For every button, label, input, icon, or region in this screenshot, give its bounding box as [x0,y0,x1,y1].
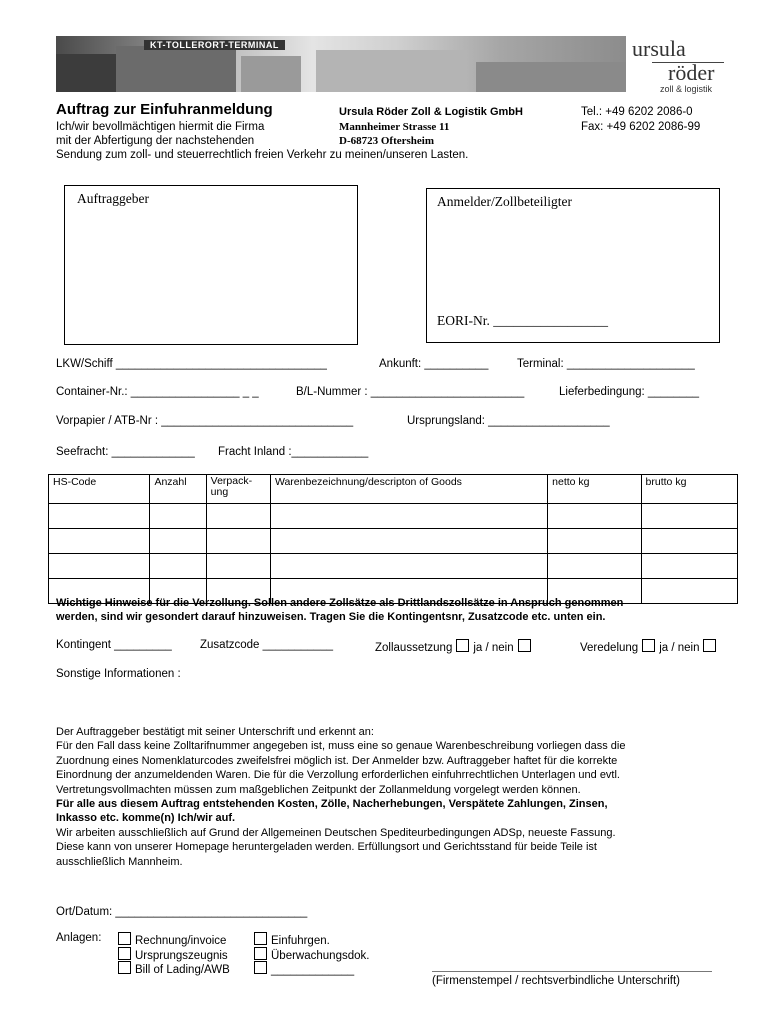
col-netto: netto kg [548,475,641,504]
cell[interactable] [49,504,150,529]
einfuhrgen-label: Einfuhrgen. [271,935,330,947]
rechnung-checkbox[interactable] [118,932,131,945]
veredelung-ja-nein: ja / nein [659,642,700,654]
einfuhrgen-checkbox[interactable] [254,932,267,945]
container-field[interactable]: Container-Nr.: _________________ _ _ [56,386,259,398]
col-warenbezeichnung: Warenbezeichnung/descripton of Goods [270,475,547,504]
auftraggeber-box[interactable] [64,185,358,345]
terms-paragraph [56,725,625,869]
anlage-ursprungszeugnis [114,947,228,962]
veredelung-group [580,639,720,654]
anlage-einfuhr [250,932,330,947]
cell[interactable] [641,529,737,554]
cell[interactable] [49,529,150,554]
col-verpackung: Verpack- ung [206,475,270,504]
signature-label: (Firmenstempel / rechtsverbindliche Unterschrift) [432,975,680,987]
terms-line: Vertretungsvollmachten müssen zum maßgeblichen Zeitpunkt der Zollanmeldung vorgelegt werden können. [56,783,581,796]
zollaussetzung-checkbox-ja[interactable] [456,639,469,652]
terms-line: Einordnung der anzumeldenden Waren. Die für die Verzollung erforderlichen einfuhrrechtlichen Unterlagen und evtl. [56,769,620,782]
goods-table [48,474,738,604]
col-brutto: brutto kg [641,475,737,504]
logo-line1: ursula [632,36,686,61]
cell[interactable] [150,504,206,529]
auftraggeber-label: Auftraggeber [77,191,149,206]
cell[interactable] [548,529,641,554]
cell[interactable] [641,579,737,604]
bl-field[interactable]: B/L-Nummer : ________________________ [296,386,525,398]
anlage-bill [114,961,230,976]
zollaussetzung-ja-nein: ja / nein [473,642,514,654]
intro-line3: Sendung zum zoll- und steuerrechtlich freien Verkehr zu meinen/unseren Lasten. [56,149,469,161]
table-header-row [49,475,738,504]
cell[interactable] [270,554,547,579]
cell[interactable] [548,504,641,529]
lkw-field[interactable]: LKW/Schiff _________________________________ [56,358,327,370]
cell[interactable] [206,529,270,554]
logo-line3: zoll & logistik [660,84,713,94]
veredelung-checkbox-ja[interactable] [642,639,655,652]
terms-line: Wir arbeiten ausschließlich auf Grund der Allgemeinen Deutschen Spediteurbedingungen ADSp, neueste Fassung. [56,826,616,839]
cell[interactable] [206,554,270,579]
anlage-other [250,961,354,976]
lieferbedingung-field[interactable]: Lieferbedingung: ________ [559,386,700,398]
intro-line2: mit der Abfertigung der nachstehenden [56,135,255,147]
col-hs-code: HS-Code [49,475,150,504]
company-city: D-68723 Oftersheim [339,135,435,147]
company-tel: Tel.: +49 6202 2086-0 [581,106,693,118]
company-logo [628,34,733,96]
cell[interactable] [150,529,206,554]
cell[interactable] [270,504,547,529]
terms-line: Der Auftraggeber bestätigt mit seiner Unterschrift und erkennt an: [56,726,374,738]
ueberwachung-checkbox[interactable] [254,947,267,960]
fracht-inland-field[interactable]: Fracht Inland :____________ [218,446,369,458]
company-fax: Fax: +49 6202 2086-99 [581,121,701,133]
cell[interactable] [150,554,206,579]
logo-line2: röder [668,60,715,85]
anlage-ueberwachung [250,947,369,962]
terms-line: ausschließlich Mannheim. [56,855,183,868]
terminal-field[interactable]: Terminal: ____________________ [517,358,695,370]
cell[interactable] [641,554,737,579]
table-row [49,554,738,579]
ursprungszeugnis-checkbox[interactable] [118,947,131,960]
cell[interactable] [641,504,737,529]
terms-line: Diese kann von unserer Homepage heruntergeladen werden. Erfüllungsort und Gerichtsstand für beide Teile ist [56,841,597,854]
seefracht-field[interactable]: Seefracht: _____________ [56,446,195,458]
notice-line2: werden, sind wir gesondert darauf hinzuweisen. Tragen Sie die Kontingentsnr, Zusatzcode etc. unten ein. [56,611,606,623]
cell[interactable] [548,554,641,579]
signature-line [432,971,712,972]
cell[interactable] [206,504,270,529]
cell[interactable] [270,529,547,554]
kontingent-field[interactable]: Kontingent _________ [56,639,172,651]
intro-line1: Ich/wir bevollmächtigen hiermit die Firma [56,121,265,133]
terms-line: Für den Fall dass keine Zolltarifnummer angegeben ist, muss eine so genaue Warenbeschreibung vorliegen dass die [56,740,626,753]
company-name: Ursula Röder Zoll & Logistik GmbH [339,106,523,118]
vorpapier-field[interactable]: Vorpapier / ATB-Nr : ______________________________ [56,415,354,427]
anmelder-label: Anmelder/Zollbeteiligter [437,194,572,209]
veredelung-checkbox-nein[interactable] [703,639,716,652]
other-blank-field[interactable]: _____________ [271,964,355,976]
col-anzahl: Anzahl [150,475,206,504]
banner-sign: KT-TOLLERORT-TERMINAL [144,40,285,50]
table-row [49,529,738,554]
zollaussetzung-label: Zollaussetzung [375,642,453,654]
bill-checkbox[interactable] [118,961,131,974]
ursprungsland-field[interactable]: Ursprungsland: ___________________ [407,415,610,427]
terms-line: Inkasso etc. komme(n) Ich/wir auf. [56,812,236,825]
anmelder-box[interactable] [426,188,720,343]
terms-line: Zuordnung eines Nomenklaturcodes zweifelsfrei möglich ist. Der Anmelder bzw. Auftraggeber haftet für die korrekte [56,754,618,767]
ort-datum-field[interactable]: Ort/Datum: ______________________________ [56,906,308,918]
rechnung-label: Rechnung/invoice [135,935,227,947]
cell[interactable] [49,554,150,579]
sonstige-informationen-label[interactable]: Sonstige Informationen : [56,668,181,680]
zollaussetzung-group [375,639,535,654]
ursprungszeugnis-label: Ursprungszeugnis [135,950,228,962]
veredelung-label: Veredelung [580,642,639,654]
header-banner-image [56,36,626,92]
zusatzcode-field[interactable]: Zusatzcode ___________ [200,639,333,651]
page-title: Auftrag zur Einfuhranmeldung [56,101,273,118]
notice-line1: Wichtige Hinweise für die Verzollung. Sollen andere Zollsätze als Drittlandszollsätze in Anspruch genommen [56,597,624,609]
anlage-rechnung [114,932,226,947]
anlagen-label: Anlagen: [56,932,102,944]
ankunft-field[interactable]: Ankunft: __________ [379,358,489,370]
other-checkbox[interactable] [254,961,267,974]
company-street: Mannheimer Strasse 11 [339,121,450,133]
table-row [49,504,738,529]
ueberwachung-label: Überwachungsdok. [271,950,370,962]
eori-field[interactable]: EORI-Nr. _________________ [437,313,608,328]
zollaussetzung-checkbox-nein[interactable] [518,639,531,652]
terms-line: Für alle aus diesem Auftrag entstehenden Kosten, Zölle, Nacherhebungen, Verspätete Zahlungen, Zinsen, [56,798,608,811]
bill-label: Bill of Lading/AWB [135,964,230,976]
